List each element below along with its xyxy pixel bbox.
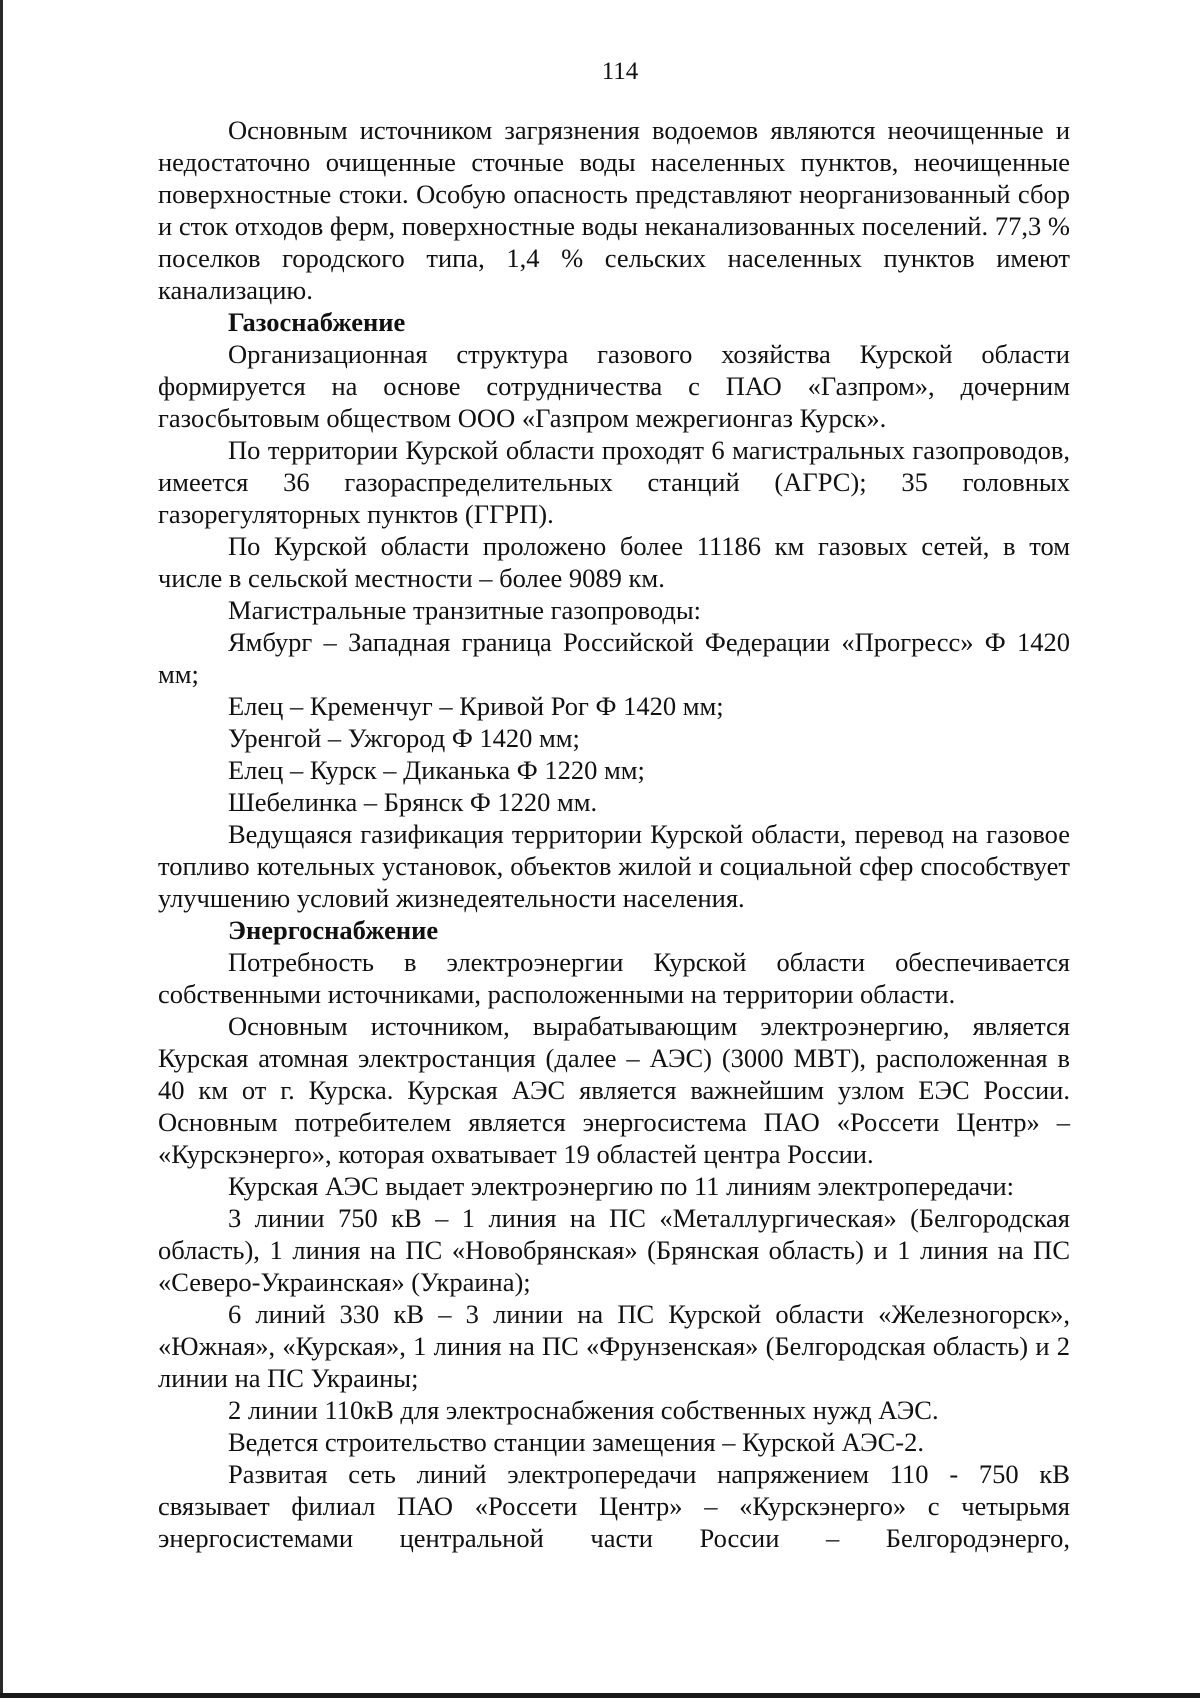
scan-edge-bottom (0, 1693, 1200, 1698)
list-item-lines-750kv: 3 линии 750 кВ – 1 линия на ПС «Металлургическая» (Белгородская область), 1 линия на ПС «Новобрянская» (Брянская область) и 1 линия на ПС «Северо-Украинская» (Украина); (158, 1203, 1070, 1297)
list-item-pipeline-shebelinka: Шебелинка – Брянск Ф 1220 мм. (228, 787, 598, 817)
paragraph-nuclear-plant: Основным источником, вырабатывающим электроэнергию, является Курская атомная электростанция (далее – АЭС) (3000 МВТ), расположенная в 40 км от г. Курска. Курская АЭС является важнейшим узлом ЕЭС России. Основным потребителем является энергосистема ПАО «Россети Центр» – «Курскэнерго», которая охватывает 19 областей центра России. (158, 1011, 1070, 1169)
paragraph-grid-connections: Развитая сеть линий электропередачи напряжением 110 - 750 кВ связывает филиал ПАО «Россети Центр» – «Курскэнерго» с четырьмя энергосистемами центральной части России – Белгородэнерго, (158, 1459, 1070, 1553)
paragraph-gas-structure: Организационная структура газового хозяйства Курской области формируется на основе сотрудничества с ПАО «Газпром», дочерним газосбытовым обществом ООО «Газпром межрегионгаз Курск». (158, 339, 1070, 433)
heading-gas-supply: Газоснабжение (228, 307, 406, 337)
document-body (158, 114, 1070, 1554)
heading-energy-supply: Энергоснабжение (228, 915, 439, 945)
list-item-pipeline-urengoy: Уренгой – Ужгород Ф 1420 мм; (228, 723, 580, 753)
list-item-lines-330kv: 6 линий 330 кВ – 3 линии на ПС Курской области «Железногорск», «Южная», «Курская», 1 линия на ПС «Фрунзенская» (Белгородская область) и 2 линии на ПС Украины; (158, 1299, 1070, 1393)
paragraph-npp-2-construction: Ведется строительство станции замещения – Курской АЭС-2. (228, 1427, 925, 1457)
paragraph-energy-demand: Потребность в электроэнергии Курской области обеспечивается собственными источниками, расположенными на территории области. (158, 947, 1070, 1009)
scan-edge-left (0, 0, 3, 1698)
paragraph-gas-pipelines: По территории Курской области проходят 6 магистральных газопроводов, имеется 36 газораспределительных станций (АГРС); 35 головных газорегуляторных пунктов (ГГРП). (158, 435, 1070, 529)
paragraph-gas-networks: По Курской области проложено более 11186 км газовых сетей, в том числе в сельской местности – более 9089 км. (158, 531, 1070, 593)
paragraph-water-pollution: Основным источником загрязнения водоемов являются неочищенные и недостаточно очищенные сточные воды населенных пунктов, неочищенные поверхностные стоки. Особую опасность представляют неорганизованный сбор и сток отходов ферм, поверхностные воды неканализованных поселений. 77,3 % поселков городского типа, 1,4 % сельских населенных пунктов имеют канализацию. (158, 115, 1070, 305)
list-item-pipeline-yamburg: Ямбург – Западная граница Российской Федерации «Прогресс» Ф 1420 мм; (158, 627, 1070, 689)
list-item-lines-110kv: 2 линии 110кВ для электроснабжения собственных нужд АЭС. (228, 1395, 939, 1425)
list-item-pipeline-elets-kursk: Елец – Курск – Диканька Ф 1220 мм; (228, 755, 645, 785)
page-number: 114 (601, 58, 639, 85)
list-item-pipeline-elets-kremenchug: Елец – Кременчуг – Кривой Рог Ф 1420 мм; (228, 691, 724, 721)
paragraph-transit-pipelines-intro: Магистральные транзитные газопроводы: (228, 595, 702, 625)
paragraph-gasification: Ведущаяся газификация территории Курской области, перевод на газовое топливо котельных установок, объектов жилой и социальной сфер способствует улучшению условий жизнедеятельности населения. (158, 819, 1070, 913)
paragraph-power-lines-intro: Курская АЭС выдает электроэнергию по 11 линиям электропередачи: (228, 1171, 1014, 1201)
